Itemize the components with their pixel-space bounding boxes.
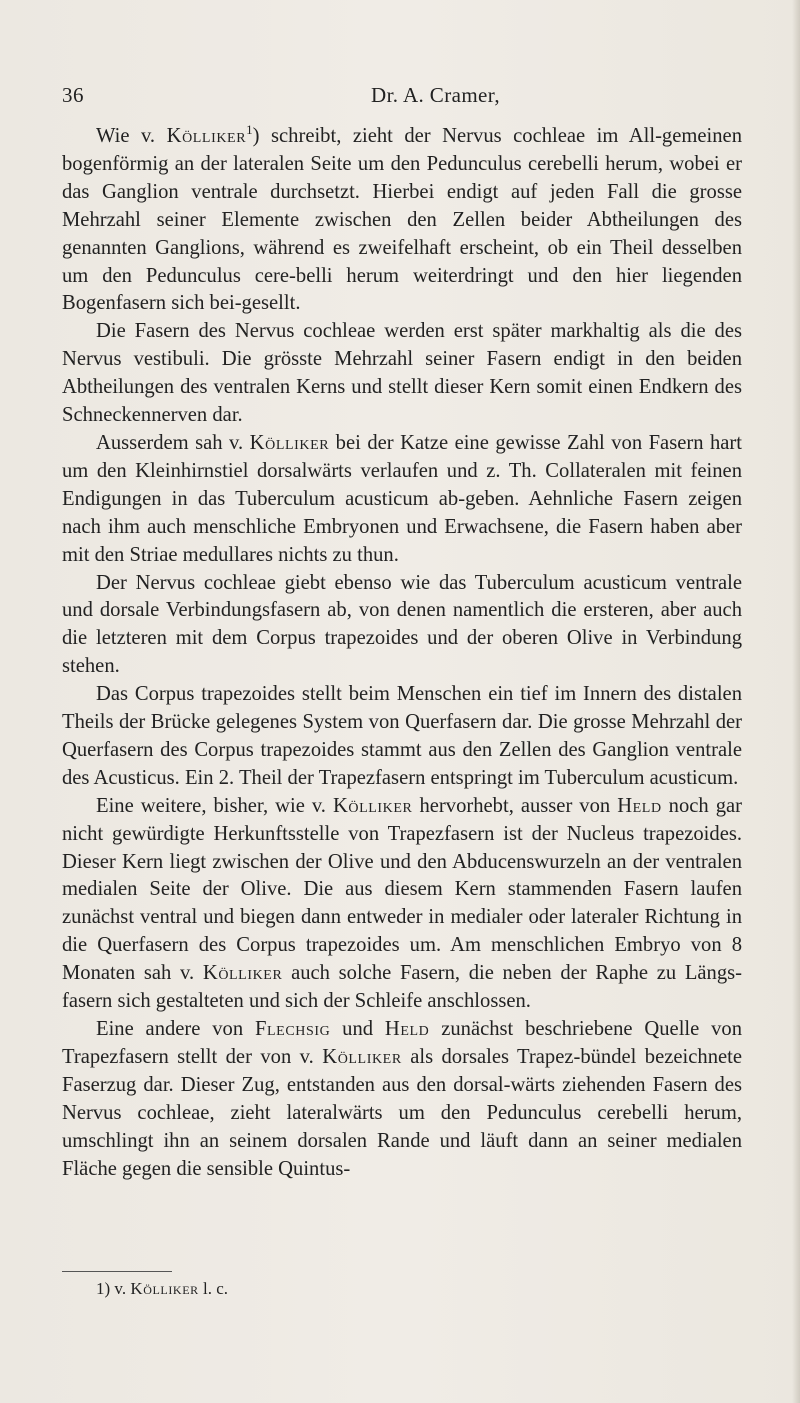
text-run: als dorsales Trapez-bündel bezeichnete Faserzug dar. Dieser Zug, entstanden aus den dorsal-wärts ziehenden Fasern des Nervus cochleae, zieht lateralwärts um den Pedunculus cerebelli herum, umschlingt ihn an seinem dorsalen Rande und läuft dann an seiner medialen Fläche gegen die sensible Quintus- <box>62 1045 742 1180</box>
author-name: Held <box>617 794 662 817</box>
footnote-author: Kölliker <box>130 1279 199 1298</box>
author-name: Kölliker <box>322 1045 402 1068</box>
author-name: Held <box>384 1018 430 1040</box>
page-edge-shadow <box>792 0 800 1403</box>
running-head <box>62 83 742 113</box>
text-run: noch gar nicht gewürdigte Herkunftsstelle von Trapezfasern ist der Nucleus trapezoides. Dieser Kern liegt zwischen der Olive und den Abducenswurzeln an der ventralen medialen Seite der Olive. Die aus diesem Kern stammenden Fasern laufen zunächst ventral und biegen dann entweder in medialer oder lateraler Richtung in die Querfasern des Corpus trapezoides um. Am menschlichen Embryo von 8 Monaten sah v. <box>62 794 742 985</box>
paragraph <box>62 123 742 318</box>
footnote <box>96 1279 228 1299</box>
text-run: Eine weitere, bisher, wie v. <box>96 794 333 817</box>
text-run: auch solche Fasern, die neben der Raphe zu Längs-fasern sich gestalteten und sich der Schleife anschlossen. <box>62 962 743 1013</box>
running-title: Dr. A. Cramer, <box>371 83 500 107</box>
text-run: Eine andere von <box>96 1018 255 1040</box>
text-run: Das Corpus trapezoides stellt beim Menschen ein tief im Innern des distalen Theils der Brücke gelegenes System von Querfasern dar. Die grosse Mehrzahl der Querfasern des Corpus trapezoides stammt aus den Zellen des Ganglion ventrale des Acusticus. Ein 2. Theil der Trapezfasern entspringt im Tuberculum acusticum. <box>62 683 742 789</box>
footnote-marker: 1) <box>96 1279 115 1298</box>
footnote-rule <box>62 1271 172 1272</box>
text-run: hervorhebt, ausser von <box>412 794 618 817</box>
text-run: bei der Katze eine gewisse Zahl von Fasern hart um den Kleinhirnstiel dorsalwärts verlaufen und z. Th. Collateralen mit feinen Endigungen in das Tuberculum acusticum ab-geben. Aehnliche Fasern zeigen nach ihm auch menschliche Embryonen und Erwachsene, die Fasern haben aber mit den Striae medullares nichts zu thun. <box>62 431 742 566</box>
text-run: Ausserdem sah v. <box>96 431 250 454</box>
author-name: Kölliker <box>166 125 247 147</box>
footnote-suffix: l. c. <box>198 1279 229 1298</box>
text-run: Die Fasern des Nervus cochleae werden erst später markhaltig als die des Nervus vestibuli. Die grösste Mehrzahl seiner Fasern endigt in den beiden Abtheilungen des ventralen Kerns und stellt dieser Kern somit einen Endkern des Schneckennerven dar. <box>62 320 742 427</box>
footnote-prefix: v. <box>114 1279 131 1298</box>
author-name: Flechsig <box>254 1018 331 1040</box>
paragraph <box>62 430 742 570</box>
paragraph <box>62 1016 742 1183</box>
paragraph <box>62 570 742 682</box>
footnote-reference: 1 <box>246 122 253 138</box>
text-run: ) schreibt, zieht der Nervus cochleae im All-gemeinen bogenförmig an der lateralen Seite um den Pedunculus cerebelli herum, wobei er das Ganglion ventrale durchsetzt. Hierbei endigt auf jeden Fall die grosse Mehrzahl seiner Elemente zwischen den Zellen beider Abtheilungen des genannten Ganglions, während es zweifelhaft erscheint, ob ein Theil desselben um den Pedunculus cere-belli herum weiterdringt und den hier liegenden Bogenfasern sich bei-gesellt. <box>62 125 742 315</box>
text-run: und <box>330 1018 385 1040</box>
paragraph <box>62 681 742 793</box>
page-number: 36 <box>62 83 84 107</box>
body-text <box>62 123 742 1183</box>
paragraph <box>62 793 742 1016</box>
author-name: Kölliker <box>332 794 413 817</box>
paragraph <box>62 318 742 430</box>
text-run: Wie v. <box>96 125 167 147</box>
text-run: Der Nervus cochleae giebt ebenso wie das Tuberculum acusticum ventrale und dorsale Verbindungsfasern ab, von denen namentlich die ersteren, aber auch die letzteren mit dem Corpus trapezoides und der oberen Olive in Verbindung stehen. <box>62 571 742 678</box>
text-run: zunächst beschriebene Quelle von Trapezfasern stellt der von v. <box>62 1018 742 1068</box>
author-name: Kölliker <box>249 431 330 454</box>
author-name: Kölliker <box>202 962 283 985</box>
